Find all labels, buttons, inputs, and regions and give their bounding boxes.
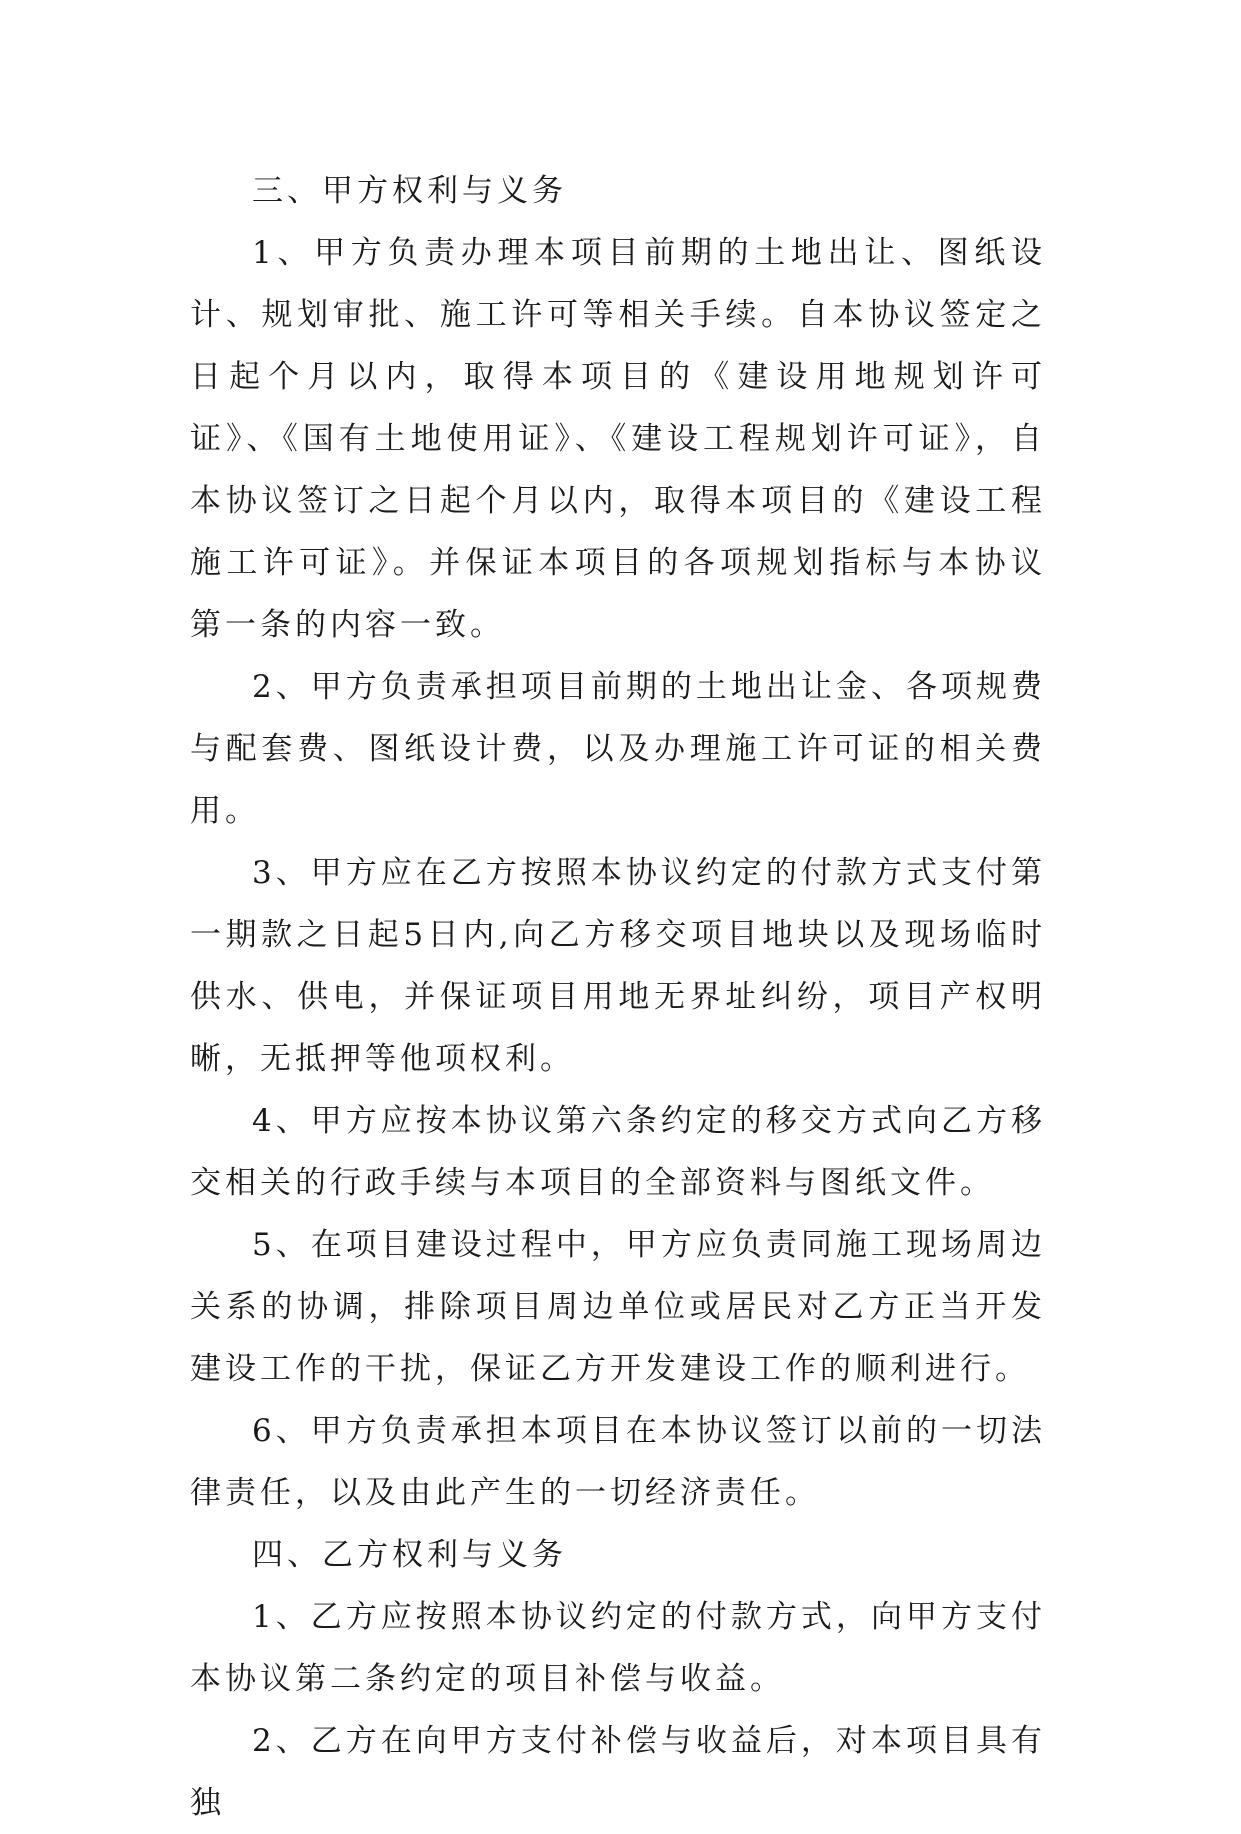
- paragraph-a-3: 3、甲方应在乙方按照本协议约定的付款方式支付第一期款之日起5日内,向乙方移交项目地块以及现场临时供水、供电，并保证项目用地无界址纠纷，项目产权明晰，无抵押等他项权利。: [190, 855, 1046, 1077]
- paragraph-a-2: 2、甲方负责承担项目前期的土地出让金、各项规费与配套费、图纸设计费，以及办理施工许可证的相关费用。: [190, 669, 1046, 829]
- paragraph-a-1: 1、甲方负责办理本项目前期的土地出让、图纸设计、规划审批、施工许可等相关手续。自本协议签定之日起个月以内，取得本项目的《建设用地规划许可证》、《国有土地使用证》、《建设工程规划许可证》，自本协议签订之日起个月以内，取得本项目的《建设工程施工许可证》。并保证本项目的各项规划指标与本协议第一条的内容一致。: [190, 235, 1046, 643]
- paragraph-b-1: 1、乙方应按照本协议约定的付款方式，向甲方支付本协议第二条约定的项目补偿与收益。: [190, 1599, 1046, 1697]
- paragraph-a-4: 4、甲方应按本协议第六条约定的移交方式向乙方移交相关的行政手续与本项目的全部资料与图纸文件。: [190, 1103, 1046, 1201]
- document-body: [190, 160, 1046, 1834]
- section-heading-party-a: 三、甲方权利与义务: [252, 173, 567, 209]
- section-heading-party-b: 四、乙方权利与义务: [252, 1537, 567, 1573]
- paragraph-a-6: 6、甲方负责承担本项目在本协议签订以前的一切法律责任，以及由此产生的一切经济责任。: [190, 1413, 1046, 1511]
- paragraph-b-2: 2、乙方在向甲方支付补偿与收益后，对本项目具有独: [190, 1723, 1046, 1821]
- paragraph-a-5: 5、在项目建设过程中，甲方应负责同施工现场周边关系的协调，排除项目周边单位或居民对乙方正当开发建设工作的干扰，保证乙方开发建设工作的顺利进行。: [190, 1227, 1046, 1387]
